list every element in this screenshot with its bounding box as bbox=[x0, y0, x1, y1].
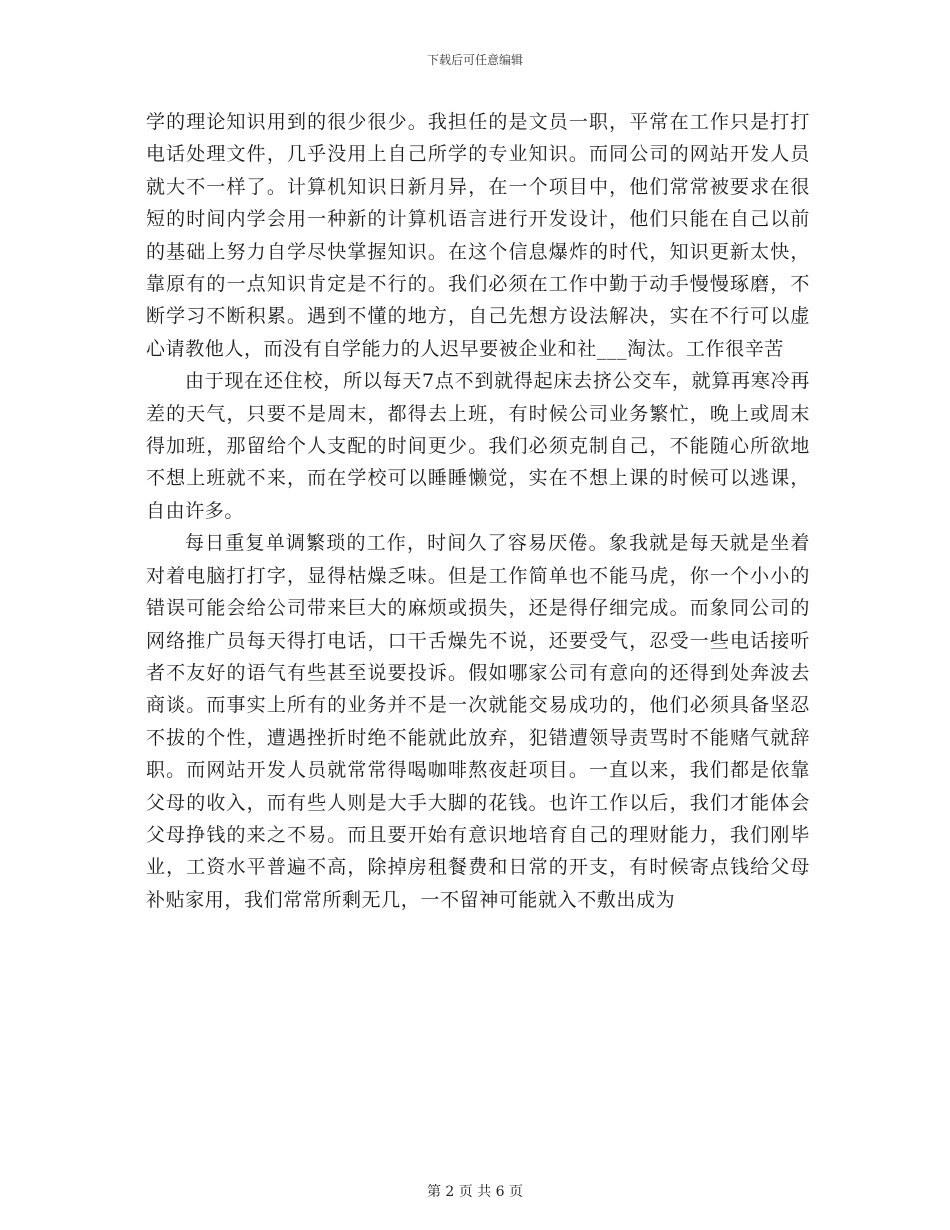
paragraph-commute: 由于现在还住校，所以每天7点不到就得起床去挤公交车，就算再寒冷再差的天气，只要不是周末，都得去上班，有时候公司业务繁忙，晚上或周末得加班，那留给个人支配的时间更少。我们必须克制自己，不能随心所欲地不想上班就不来，而在学校可以睡睡懒觉，实在不想上课的时候可以逃课，自由许多。 bbox=[146, 370, 810, 522]
document-body bbox=[146, 106, 810, 916]
paragraph-continued: 学的理论知识用到的很少很少。我担任的是文员一职，平常在工作只是打打电话处理文件，几乎没用上自己所学的专业知识。而同公司的网站开发人员就大不一样了。计算机知识日新月异，在一个项目中，他们常常被要求在很短的时间内学会用一种新的计算机语言进行开发设计，他们只能在自己以前的基础上努力自学尽快掌握知识。在这个信息爆炸的时代，知识更新太快，靠原有的一点知识肯定是不行的。我们必须在工作中勤于动手慢慢琢磨，不断学习不断积累。遇到不懂的地方，自己先想方设法解决，实在不行可以虚心请教他人，而没有自学能力的人迟早要被企业和社___淘汰。工作很辛苦 bbox=[146, 111, 810, 360]
page-number: 第 2 页 共 6 页 bbox=[426, 1184, 524, 1200]
paragraph-routine-work: 每日重复单调繁琐的工作，时间久了容易厌倦。象我就是每天就是坐着对着电脑打打字，显得枯燥乏味。但是工作简单也不能马虎，你一个小小的错误可能会给公司带来巨大的麻烦或损失，还是得仔细完成。而象同公司的网络推广员每天得打电话，口干舌燥先不说，还要受气，忍受一些电话接听者不友好的语气有些甚至说要投诉。假如哪家公司有意向的还得到处奔波去商谈。而事实上所有的业务并不是一次就能交易成功的，他们必须具备坚忍不拔的个性，遭遇挫折时绝不能就此放弃，犯错遭领导责骂时不能赌气就辞职。而网站开发人员就常常得喝咖啡熬夜赶项目。一直以来，我们都是依靠父母的收入，而有些人则是大手大脚的花钱。也许工作以后，我们才能体会父母挣钱的来之不易。而且要开始有意识地培育自己的理财能力，我们刚毕业，工资水平普遍不高，除掉房租餐费和日常的开支，有时候寄点钱给父母补贴家用，我们常常所剩无几，一不留神可能就入不敷出成为 bbox=[146, 532, 810, 911]
page-header-note: 下载后可任意编辑 bbox=[426, 53, 523, 67]
